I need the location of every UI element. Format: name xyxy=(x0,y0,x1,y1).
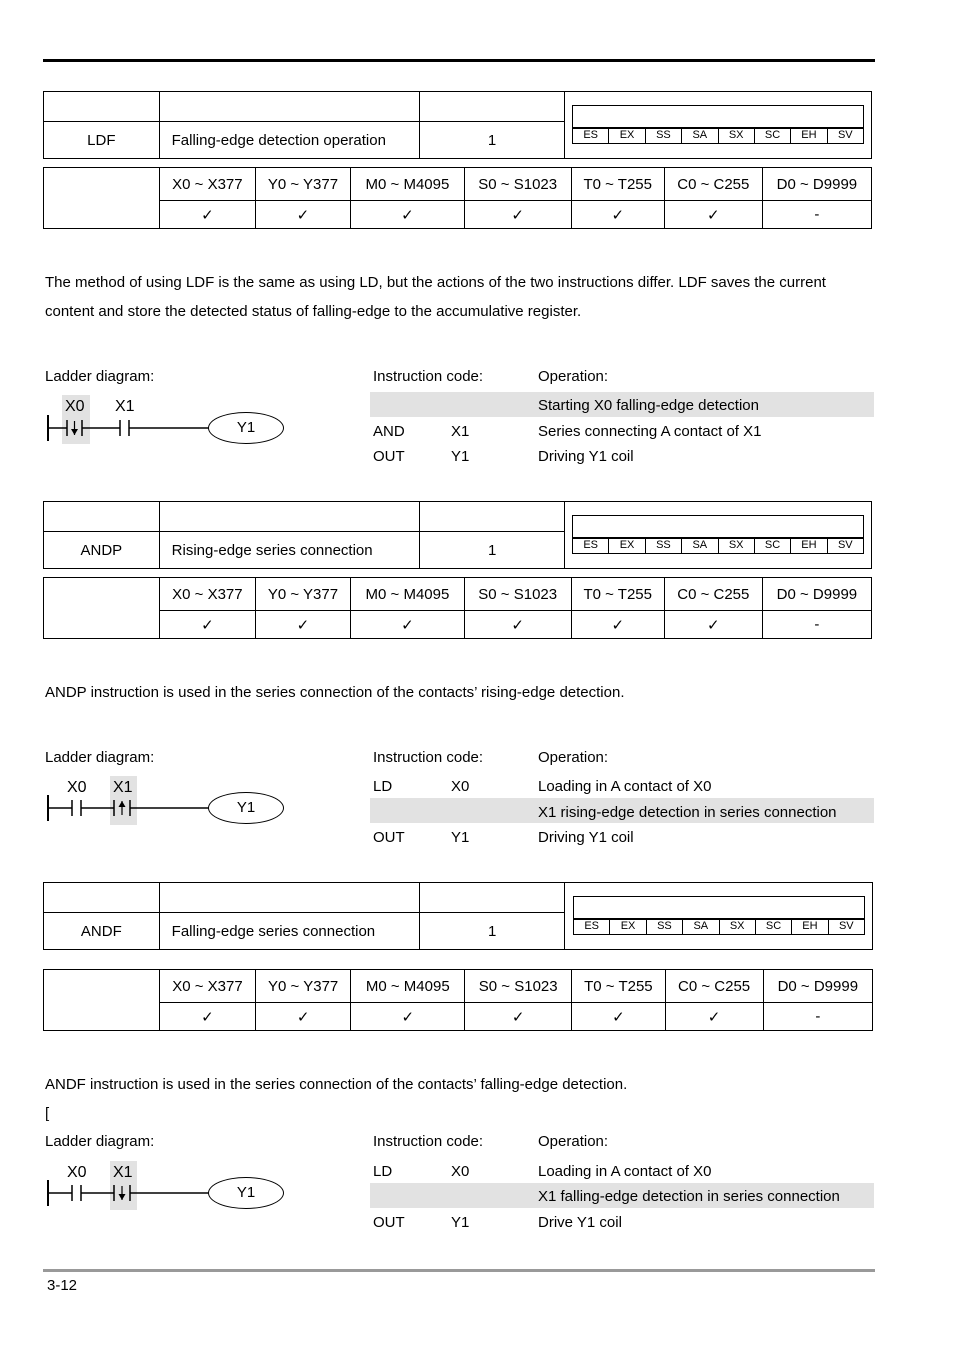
operand-x: X0 ~ X377 xyxy=(160,168,256,201)
operand-mark: ✓ xyxy=(160,201,256,229)
function-name: Falling-edge series connection xyxy=(159,913,419,950)
operand-mark: ✓ xyxy=(160,611,256,639)
operand-mark: ✓ xyxy=(571,611,664,639)
operand-s: S0 ~ S1023 xyxy=(464,168,571,201)
step-count: 1 xyxy=(419,913,564,950)
ladder-diagram-label: Ladder diagram: xyxy=(45,368,155,385)
model-eh: EH xyxy=(792,919,828,934)
instr-cell: AND xyxy=(373,423,405,440)
operand-mark: - xyxy=(762,201,871,229)
operand-d: D0 ~ D9999 xyxy=(763,970,872,1003)
operation-label: Operation: xyxy=(538,749,609,766)
operand-c: C0 ~ C255 xyxy=(664,168,762,201)
operand-mark: ✓ xyxy=(571,201,664,229)
model-ex: EX xyxy=(609,128,645,143)
operand-mark: - xyxy=(763,1003,872,1031)
mnemonic: LDF xyxy=(44,122,160,159)
model-sx: SX xyxy=(719,538,755,553)
operand-cell: Y1 xyxy=(451,448,470,465)
stray-bracket: [ xyxy=(45,1105,50,1122)
applicable-models xyxy=(573,918,865,935)
operand-y: Y0 ~ Y377 xyxy=(255,168,350,201)
operand-mark: ✓ xyxy=(160,1003,256,1031)
page-number: 3-12 xyxy=(47,1277,78,1294)
operation-label: Operation: xyxy=(538,1133,609,1150)
operand-d: D0 ~ D9999 xyxy=(762,578,871,611)
operand-m: M0 ~ M4095 xyxy=(351,578,465,611)
desc-cell: Loading in A contact of X0 xyxy=(538,1163,712,1180)
operand-table-ldf xyxy=(43,167,872,229)
operand-mark: - xyxy=(762,611,871,639)
operand-mark: ✓ xyxy=(664,201,762,229)
model-blank-box xyxy=(572,515,864,539)
operand-mark: ✓ xyxy=(255,201,350,229)
explanation-andp: ANDP instruction is used in the series connection of the contacts’ rising-edge detection. xyxy=(45,684,625,701)
operand-c: C0 ~ C255 xyxy=(664,578,762,611)
contact-label-x0: X0 xyxy=(67,779,87,796)
instruction-code-label: Instruction code: xyxy=(373,749,484,766)
desc-cell: Driving Y1 coil xyxy=(538,829,634,846)
mnemonic: ANDP xyxy=(44,532,160,569)
instr-cell: LD xyxy=(373,1163,393,1180)
step-count: 1 xyxy=(419,122,564,159)
operand-t: T0 ~ T255 xyxy=(571,168,664,201)
model-sc: SC xyxy=(756,919,792,934)
coil-y1: Y1 xyxy=(208,1177,284,1209)
model-es: ES xyxy=(573,128,609,143)
desc-cell: Series connecting A contact of X1 xyxy=(538,423,762,440)
operand-m: M0 ~ M4095 xyxy=(351,970,465,1003)
model-ss: SS xyxy=(646,538,682,553)
model-ex: EX xyxy=(609,538,645,553)
function-name: Falling-edge detection operation xyxy=(159,122,419,159)
instruction-code-label: Instruction code: xyxy=(373,368,484,385)
operand-table-andp xyxy=(43,577,872,639)
model-sc: SC xyxy=(755,538,791,553)
operand-d: D0 ~ D9999 xyxy=(762,168,871,201)
operand-mark: ✓ xyxy=(464,201,571,229)
model-es: ES xyxy=(574,919,610,934)
operand-mark: ✓ xyxy=(351,1003,465,1031)
desc-cell: Loading in A contact of X0 xyxy=(538,778,712,795)
coil-y1: Y1 xyxy=(208,792,284,824)
operand-x: X0 ~ X377 xyxy=(160,970,256,1003)
applicable-models xyxy=(572,537,864,554)
operand-mark: ✓ xyxy=(351,201,465,229)
desc-cell: X1 falling-edge detection in series connection xyxy=(538,1188,840,1205)
model-es: ES xyxy=(573,538,609,553)
model-sa: SA xyxy=(683,919,719,934)
desc-cell: X1 rising-edge detection in series connection xyxy=(538,804,837,821)
contact-label-x0: X0 xyxy=(65,398,85,415)
operand-m: M0 ~ M4095 xyxy=(351,168,465,201)
operand-mark: ✓ xyxy=(572,1003,665,1031)
model-sa: SA xyxy=(682,538,718,553)
model-sc: SC xyxy=(755,128,791,143)
model-sv: SV xyxy=(837,129,853,141)
top-rule xyxy=(43,59,875,62)
explanation-ldf: The method of using LDF is the same as using LD, but the actions of the two instructions differ. LDF saves the current content and store the detected status of falling-edge to the accumulative register. xyxy=(45,274,826,320)
coil-y1: Y1 xyxy=(208,412,284,444)
desc-cell: Starting X0 falling-edge detection xyxy=(538,397,759,414)
step-count: 1 xyxy=(419,532,564,569)
contact-label-x1: X1 xyxy=(113,1164,133,1181)
model-blank-box xyxy=(573,896,865,920)
function-name: Rising-edge series connection xyxy=(159,532,419,569)
operand-t: T0 ~ T255 xyxy=(571,578,664,611)
operand-cell: X0 xyxy=(451,1163,470,1180)
operand-x: X0 ~ X377 xyxy=(160,578,256,611)
instr-cell: LD xyxy=(373,778,393,795)
operand-t: T0 ~ T255 xyxy=(572,970,665,1003)
model-ss: SS xyxy=(646,128,682,143)
instr-cell: OUT xyxy=(373,448,405,465)
explanation-andf: ANDF instruction is used in the series connection of the contacts’ falling-edge detection. xyxy=(45,1076,628,1093)
operation-label: Operation: xyxy=(538,368,609,385)
ladder-diagram-label: Ladder diagram: xyxy=(45,1133,155,1150)
operand-mark: ✓ xyxy=(664,611,762,639)
operand-y: Y0 ~ Y377 xyxy=(255,970,351,1003)
instr-cell: OUT xyxy=(373,829,405,846)
contact-label-x1: X1 xyxy=(113,779,133,796)
operand-mark: ✓ xyxy=(351,611,465,639)
operand-cell: Y1 xyxy=(451,829,470,846)
model-sx: SX xyxy=(720,919,756,934)
operand-table-andf xyxy=(43,969,873,1031)
operand-cell: Y1 xyxy=(451,1214,470,1231)
instr-cell: OUT xyxy=(373,1214,405,1231)
operand-c: C0 ~ C255 xyxy=(665,970,763,1003)
operand-mark: ✓ xyxy=(465,1003,572,1031)
ladder-diagram-label: Ladder diagram: xyxy=(45,749,155,766)
contact-label-x0: X0 xyxy=(67,1164,87,1181)
operand-mark: ✓ xyxy=(665,1003,763,1031)
operand-mark: ✓ xyxy=(255,611,350,639)
model-sa: SA xyxy=(682,128,718,143)
desc-cell: Drive Y1 coil xyxy=(538,1214,622,1231)
model-eh: EH xyxy=(791,128,827,143)
operand-cell: X1 xyxy=(451,423,470,440)
model-blank-box xyxy=(572,105,864,129)
model-ex: EX xyxy=(610,919,646,934)
operand-mark: ✓ xyxy=(255,1003,351,1031)
model-ss: SS xyxy=(647,919,683,934)
instruction-code-label: Instruction code: xyxy=(373,1133,484,1150)
model-eh: EH xyxy=(791,538,827,553)
model-sv: SV xyxy=(838,920,854,932)
operand-mark: ✓ xyxy=(464,611,571,639)
mnemonic: ANDF xyxy=(44,913,160,950)
operand-y: Y0 ~ Y377 xyxy=(255,578,350,611)
contact-label-x1: X1 xyxy=(115,398,135,415)
operand-s: S0 ~ S1023 xyxy=(465,970,572,1003)
bottom-rule xyxy=(43,1269,875,1272)
model-sv: SV xyxy=(837,539,853,551)
applicable-models xyxy=(572,127,864,144)
desc-cell: Driving Y1 coil xyxy=(538,448,634,465)
operand-s: S0 ~ S1023 xyxy=(464,578,571,611)
model-sx: SX xyxy=(719,128,755,143)
operand-cell: X0 xyxy=(451,778,470,795)
